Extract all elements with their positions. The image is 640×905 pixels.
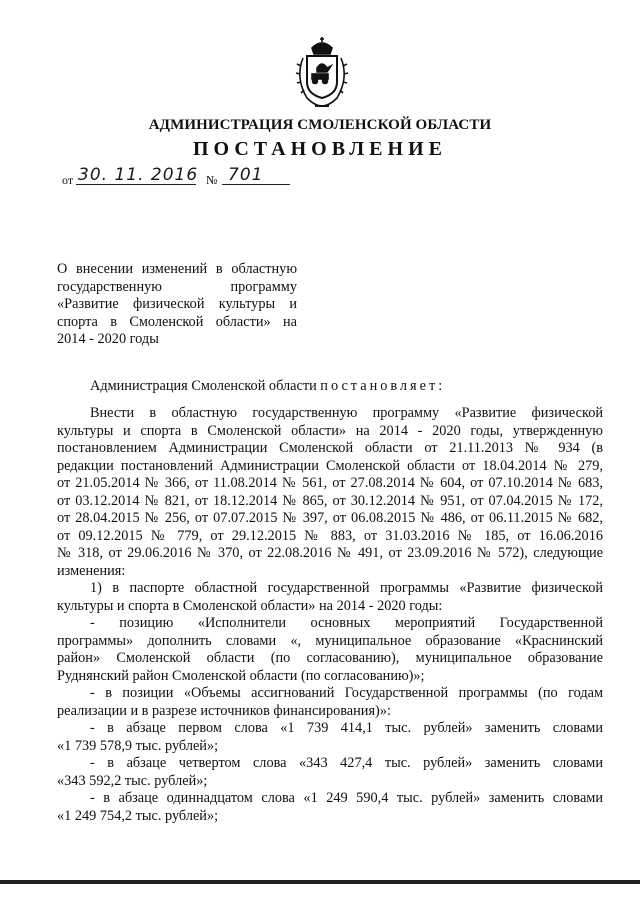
organization-name: АДМИНИСТРАЦИЯ СМОЛЕНСКОЙ ОБЛАСТИ [148, 117, 492, 133]
body-line: программы» дополнить словами «, муниципальное образование «Краснинский [57, 632, 603, 649]
body-line: культуры и спорта в Смоленской области» на 2014 - 2020 годы, утвержденную [57, 422, 603, 439]
body-line: редакции постановлений Администрации Смоленской области от 18.04.2014 № 279, [57, 457, 603, 474]
body-line: Внести в областную государственную программу «Развитие физической [90, 405, 603, 421]
number-value: 701 [228, 165, 264, 185]
resolution-body [57, 405, 603, 825]
subject-line: «Развитие физической культуры и [57, 296, 297, 312]
body-line: - в абзаце четвертом слова «343 427,4 тыс. рублей» заменить словами [90, 755, 603, 771]
body-line: - в абзаце одиннадцатом слова «1 249 590,4 тыс. рублей» заменить словами [90, 790, 603, 806]
number-label: № [206, 173, 218, 187]
body-line: от 28.04.2015 № 256, от 07.07.2015 № 397, от 06.08.2015 № 486, от 06.11.2015 № 682, [57, 510, 603, 526]
intro-text: Администрация Смоленской области [90, 378, 317, 394]
subject-line: 2014 - 2020 годы [57, 331, 159, 347]
body-line: от 21.05.2014 № 366, от 11.08.2014 № 561, от 27.08.2014 № 604, от 07.10.2014 № 683, [57, 475, 603, 491]
body-line: «1 739 578,9 тыс. рублей»; [57, 737, 219, 754]
body-line: «343 592,2 тыс. рублей»; [57, 772, 208, 789]
body-line: № 318, от 29.06.2016 № 370, от 22.08.2016 № 491, от 23.09.2016 № 572), следующие [57, 545, 603, 561]
date-number-line [62, 165, 302, 187]
intro-verb: постановляет: [320, 378, 446, 394]
date-label: от [62, 173, 74, 187]
body-line: изменения: [57, 562, 126, 579]
body-line: от 03.12.2014 № 821, от 18.12.2014 № 865, от 30.12.2014 № 951, от 07.04.2015 № 172, [57, 492, 603, 509]
subject-line: спорта в Смоленской области» на [57, 313, 297, 330]
body-line: Руднянский район Смоленской области (по согласованию)»; [57, 667, 425, 684]
document-type-title: ПОСТАНОВЛЕНИЕ [193, 138, 447, 160]
body-line: - в позиции «Объемы ассигнований Государственной программы (по годам [90, 685, 603, 701]
body-line: культуры и спорта в Смоленской области» на 2014 - 2020 годы: [57, 597, 443, 614]
body-line: «1 249 754,2 тыс. рублей»; [57, 807, 219, 824]
body-line: от 09.12.2015 № 779, от 29.12.2015 № 883, от 31.03.2016 № 185, от 16.06.2016 [57, 527, 603, 544]
document-subject [57, 261, 297, 349]
body-line: постановлением Администрации Смоленской области от 21.11.2013 № 934 (в [57, 440, 603, 456]
bottom-scan-border [0, 880, 640, 884]
body-line: - в абзаце первом слова «1 739 414,1 тыс. рублей» заменить словами [90, 720, 603, 736]
body-line: - позицию «Исполнители основных мероприятий Государственной [90, 615, 603, 631]
resolution-intro [57, 378, 603, 396]
date-value: 30. 11. 2016 [78, 165, 199, 185]
body-line: район» Смоленской области (по согласованию), муниципальное образование [57, 650, 603, 666]
subject-line: государственную программу [57, 278, 297, 295]
coat-of-arms-emblem [293, 36, 351, 111]
body-line: 1) в паспорте областной государственной программы «Развитие физической [90, 580, 603, 596]
subject-line: О внесении изменений в областную [57, 261, 297, 277]
body-line: реализации и в разрезе источников финансирования)»: [57, 702, 391, 719]
